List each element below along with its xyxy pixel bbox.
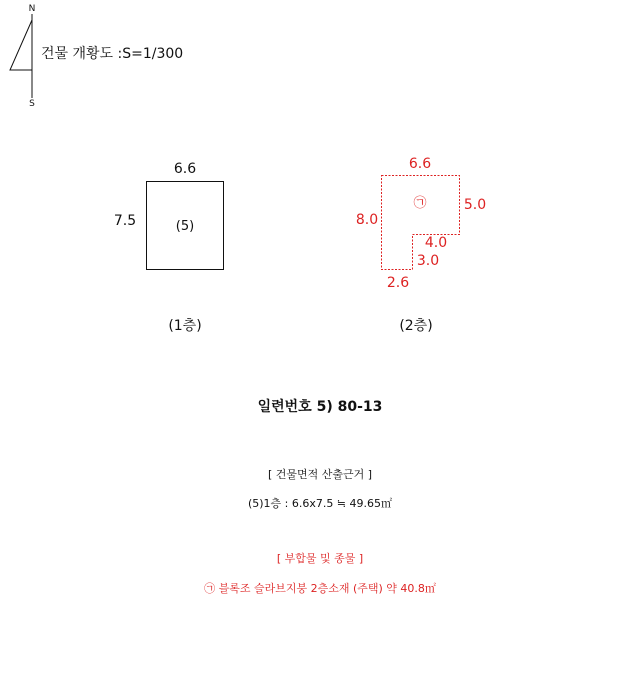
serial-number: 일련번호 5) 80-13	[257, 399, 383, 415]
floor2-right-dimension: 5.0	[463, 197, 487, 213]
floor2-caption: (2층)	[399, 318, 433, 334]
floor2-notch-horizontal-dimension: 4.0	[424, 235, 448, 251]
south-label: S	[29, 99, 35, 109]
floor1-caption: (1층)	[168, 318, 202, 334]
annex-heading: [ 부합물 및 종물 ]	[276, 552, 364, 565]
floor2-bottom-dimension: 2.6	[386, 275, 410, 291]
floor1-unit-label: (5)	[175, 219, 195, 234]
annex-item-line: ㉠ 블록조 슬라브지붕 2층소재 (주택) 약 40.8㎡	[204, 582, 436, 595]
sketch-title: 건물 개황도 :S=1/300	[41, 46, 184, 62]
floor2-marker: ㉠	[413, 196, 427, 211]
north-arrow-icon	[10, 14, 32, 98]
north-label: N	[28, 4, 36, 14]
floor1-left-dimension: 7.5	[113, 213, 137, 229]
floor2-top-dimension: 6.6	[408, 156, 432, 172]
area-calculation-line: (5)1층 : 6.6x7.5 ≒ 49.65㎡	[247, 497, 393, 510]
area-basis-heading: [ 건물면적 산출근거 ]	[267, 468, 373, 481]
floor1-top-dimension: 6.6	[173, 161, 197, 177]
floor2-notch-vertical-dimension: 3.0	[416, 253, 440, 269]
floor2-left-dimension: 8.0	[355, 212, 379, 228]
